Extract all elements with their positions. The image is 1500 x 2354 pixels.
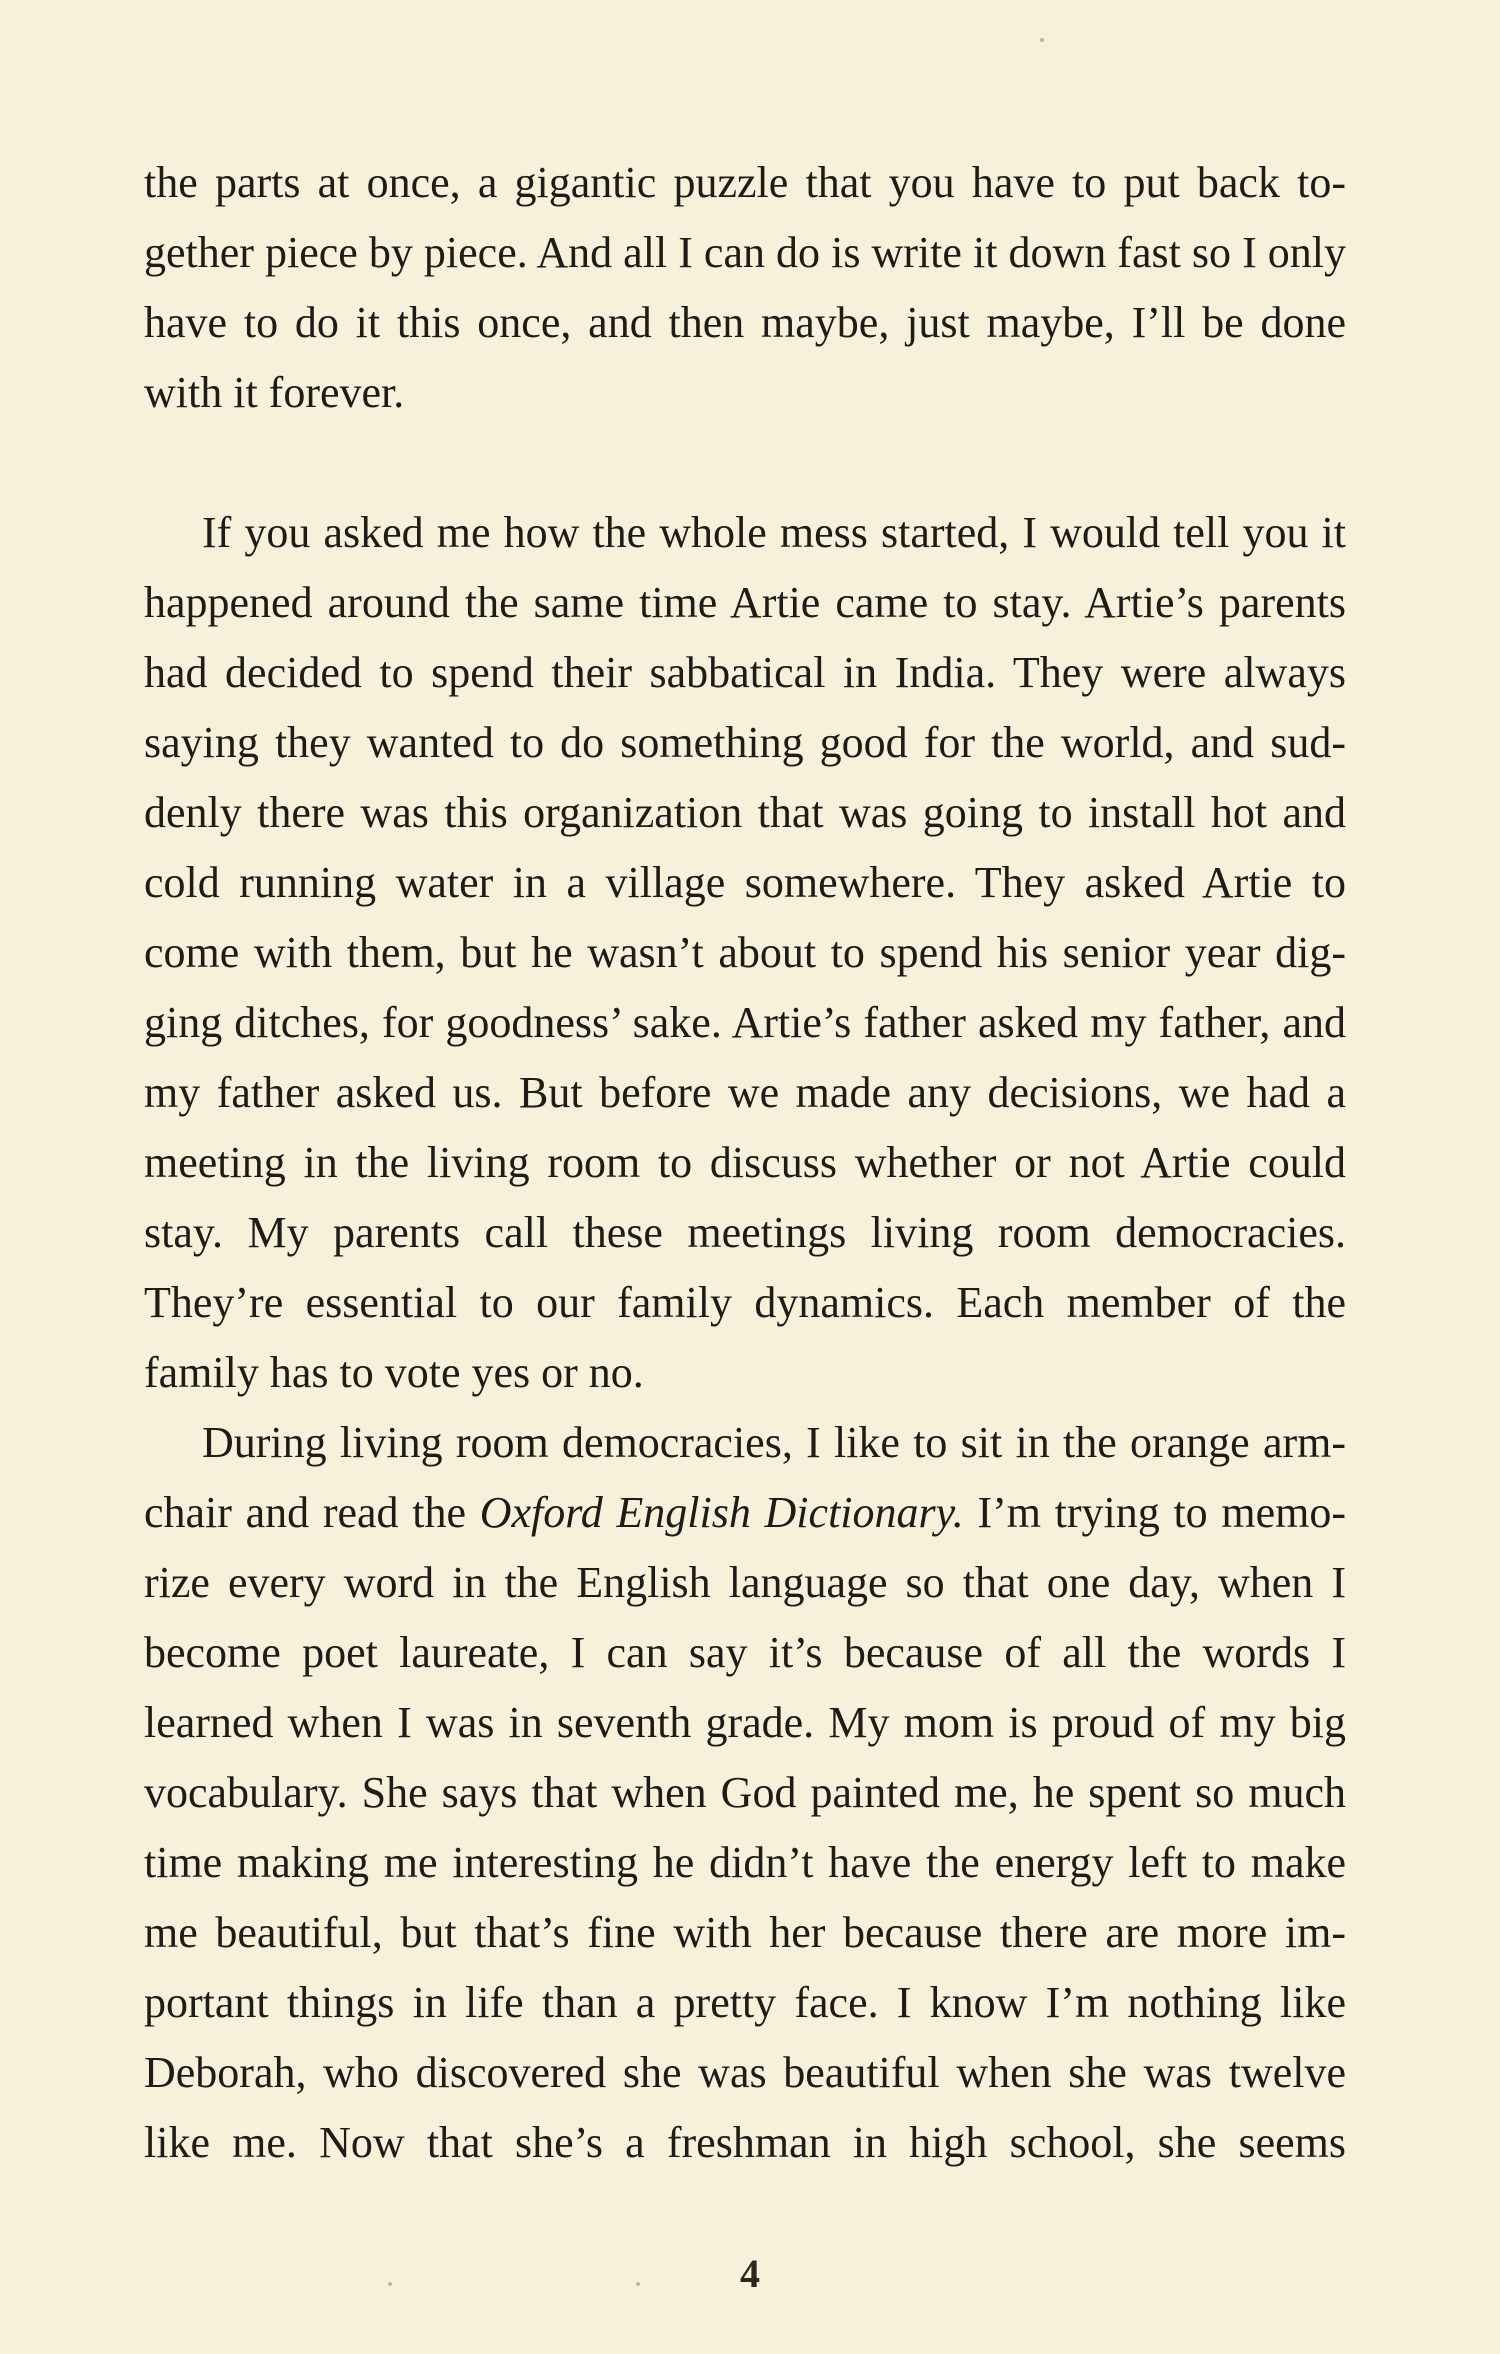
text-line: had decided to spend their sabbatical in India. They were always (144, 648, 1346, 697)
text-line: with it forever. (144, 368, 405, 417)
text-line: They’re essential to our family dynamics. Each member of the (144, 1278, 1346, 1327)
page-number: 4 (740, 2251, 760, 2296)
text-line: meeting in the living room to discuss whether or not Artie could (144, 1138, 1346, 1187)
text-run: chair and read the (144, 1488, 480, 1537)
text-line: the parts at once, a gigantic puzzle that you have to put back to- (144, 158, 1346, 207)
text-line: stay. My parents call these meetings living room democracies. (144, 1208, 1346, 1257)
text-line: Deborah, who discovered she was beautiful when she was twelve (144, 2048, 1346, 2097)
text-line: come with them, but he wasn’t about to spend his senior year dig- (144, 928, 1346, 977)
text-line: If you asked me how the whole mess started, I would tell you it (202, 508, 1346, 557)
text-line: become poet laureate, I can say it’s because of all the words I (144, 1628, 1346, 1677)
text-line: During living room democracies, I like to sit in the orange arm- (202, 1418, 1346, 1467)
text-line: denly there was this organization that was going to install hot and (144, 788, 1346, 837)
text-line: portant things in life than a pretty face. I know I’m nothing like (144, 1978, 1346, 2027)
text-line: learned when I was in seventh grade. My mom is proud of my big (144, 1698, 1346, 1747)
text-line: gether piece by piece. And all I can do is write it down fast so I only (144, 228, 1346, 277)
paper-speck (1040, 38, 1044, 42)
text-line: time making me interesting he didn’t have the energy left to make (144, 1838, 1346, 1887)
text-line: my father asked us. But before we made any decisions, we had a (144, 1068, 1346, 1117)
text-run: I’m trying to memo- (963, 1488, 1346, 1537)
text-line: rize every word in the English language so that one day, when I (144, 1558, 1346, 1607)
text-line: cold running water in a village somewhere. They asked Artie to (144, 858, 1346, 907)
text-line: happened around the same time Artie came to stay. Artie’s parents (144, 578, 1346, 627)
text-line: saying they wanted to do something good for the world, and sud- (144, 718, 1346, 767)
text-line: ging ditches, for goodness’ sake. Artie’s father asked my father, and (144, 998, 1346, 1047)
text-line: family has to vote yes or no. (144, 1348, 644, 1397)
section-break (144, 428, 1346, 498)
book-title-italic: Oxford English Dictionary. (479, 1488, 964, 1537)
text-line: vocabulary. She says that when God painted me, he spent so much (144, 1768, 1346, 1817)
text-line (144, 1478, 1346, 1548)
text-line: like me. Now that she’s a freshman in high school, she seems (144, 2118, 1346, 2167)
body-text (144, 148, 1346, 2178)
text-line: have to do it this once, and then maybe, just maybe, I’ll be done (144, 298, 1346, 347)
text-line: me beautiful, but that’s fine with her because there are more im- (144, 1908, 1346, 1957)
